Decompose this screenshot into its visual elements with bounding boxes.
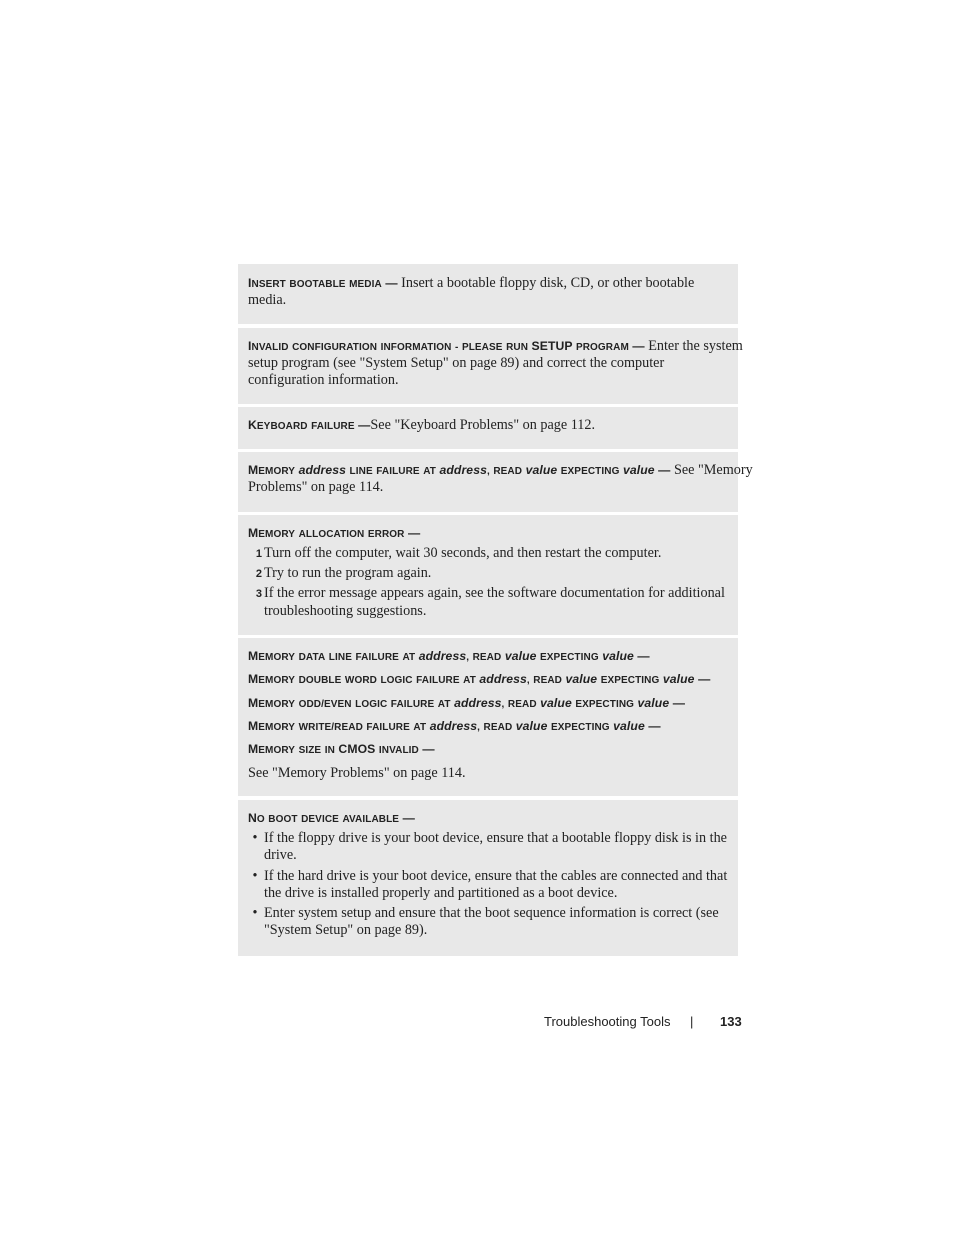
message-invalid-configuration — [238, 328, 743, 404]
step-number: 1 — [255, 548, 262, 560]
message-text: See "Memory Problems" on page 114. — [248, 765, 466, 781]
bullet-text: drive. — [264, 847, 297, 863]
message-text: See "Keyboard Problems" on page 112. — [370, 417, 596, 433]
page-number: 133 — [720, 1014, 742, 1029]
bullet-text: "System Setup" on page 89). — [264, 922, 428, 938]
message-text: See "Memory — [673, 462, 753, 478]
message-memory-failures — [238, 638, 738, 796]
message-insert-bootable-media — [238, 264, 738, 324]
bullet-item — [248, 905, 730, 922]
bullet-item — [248, 868, 730, 885]
footer-section-title: Troubleshooting Tools — [544, 1014, 671, 1029]
message-text: configuration information. — [248, 372, 399, 388]
message-text: Enter the system — [648, 338, 743, 354]
bullet-text: If the hard drive is your boot device, ensure that the cables are connected and that — [264, 868, 728, 884]
bullet-text: Enter system setup and ensure that the boot sequence information is correct (see — [264, 905, 719, 921]
message-keyboard-failure — [238, 407, 738, 449]
step-item — [248, 585, 730, 603]
message-title: KEYBOARD FAILURE — — [248, 418, 371, 432]
message-memory-address-line-failure — [238, 452, 753, 512]
bullet-icon: • — [252, 830, 258, 846]
bullet-item — [248, 830, 730, 847]
message-title: INVALID CONFIGURATION INFORMATION - PLEASE RUN SETUP PROGRAM — — [248, 339, 645, 353]
step-text: troubleshooting suggestions. — [264, 603, 427, 619]
step-text: If the error message appears again, see the software documentation for additional — [264, 585, 725, 601]
message-title: MEMORY ODD/EVEN LOGIC FAILURE AT address, READ value EXPECTING value — — [248, 696, 686, 710]
step-text: Turn off the computer, wait 30 seconds, and then restart the computer. — [264, 545, 662, 561]
message-title: MEMORY address LINE FAILURE AT address, READ value EXPECTING value — — [248, 463, 671, 477]
message-memory-allocation-error — [238, 515, 738, 635]
message-title: NO BOOT DEVICE AVAILABLE — — [248, 811, 415, 825]
step-text: Try to run the program again. — [264, 565, 432, 581]
bullet-text: the drive is installed properly and partitioned as a boot device. — [264, 885, 618, 901]
message-title: INSERT BOOTABLE MEDIA — — [248, 276, 398, 290]
bullet-icon: • — [252, 905, 258, 921]
message-title: MEMORY ALLOCATION ERROR — — [248, 526, 421, 540]
message-title: MEMORY DOUBLE WORD LOGIC FAILURE AT address, READ value EXPECTING value — — [248, 672, 711, 686]
bullet-icon: • — [252, 868, 258, 884]
step-number: 3 — [255, 588, 262, 600]
message-text: setup program (see "System Setup" on page 89) and correct the computer — [248, 355, 665, 371]
message-title: MEMORY WRITE/READ FAILURE AT address, READ value EXPECTING value — — [248, 719, 661, 733]
message-text: Insert a bootable floppy disk, CD, or other bootable — [401, 275, 695, 291]
step-item — [248, 545, 730, 563]
message-text: media. — [248, 292, 287, 308]
message-no-boot-device — [238, 800, 738, 956]
message-title: MEMORY DATA LINE FAILURE AT address, READ value EXPECTING value — — [248, 649, 650, 663]
footer-separator: | — [690, 1014, 694, 1029]
message-text: Problems" on page 114. — [248, 479, 384, 495]
step-number: 2 — [255, 568, 262, 580]
message-title: MEMORY SIZE IN CMOS INVALID — — [248, 742, 435, 756]
step-item — [248, 565, 730, 583]
bullet-text: If the floppy drive is your boot device, ensure that a bootable floppy disk is in the — [264, 830, 727, 846]
